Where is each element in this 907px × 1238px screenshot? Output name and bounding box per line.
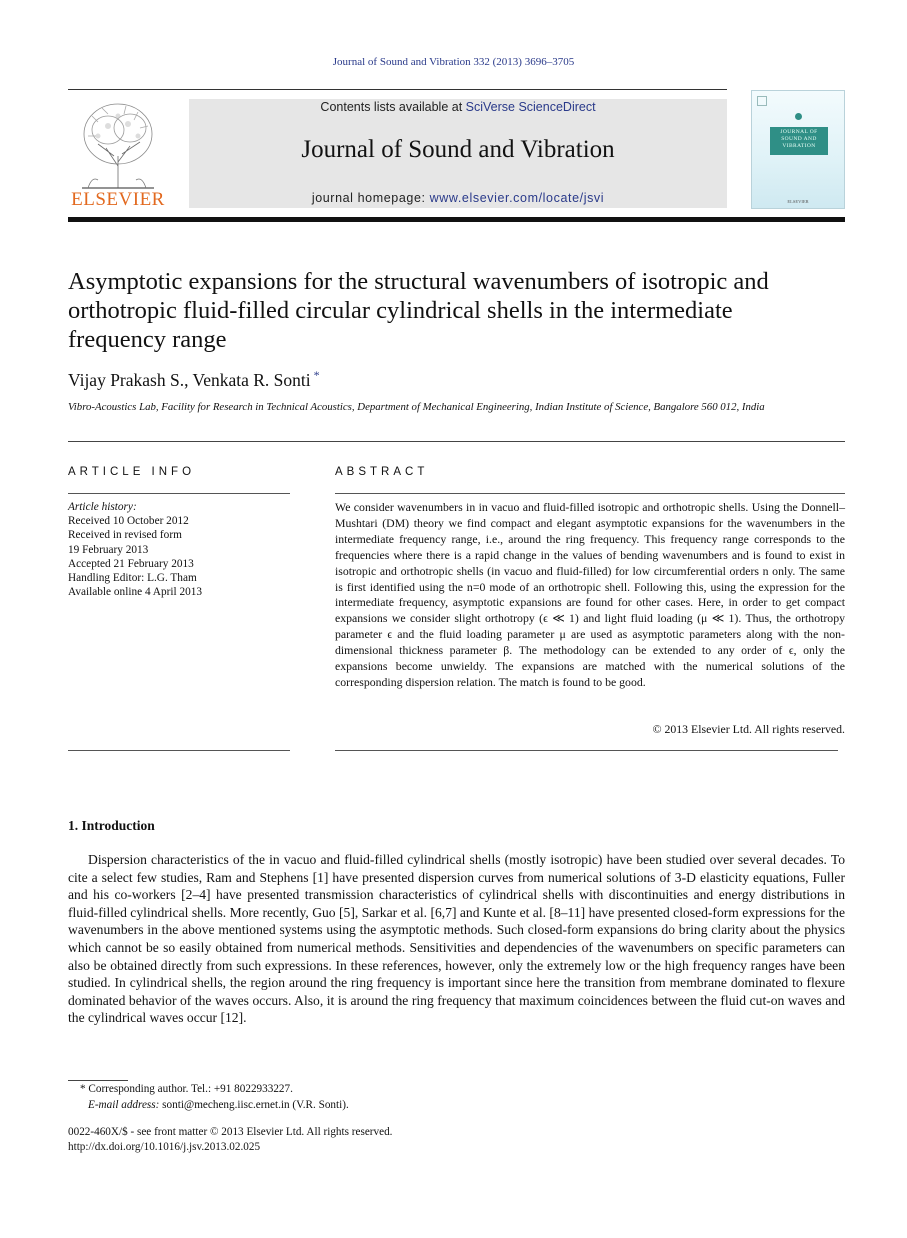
cover-corner-mark — [757, 96, 767, 106]
article-info-top-rule — [68, 493, 290, 494]
article-info-heading: ARTICLE INFO — [68, 466, 196, 478]
email-label: E-mail address: — [88, 1099, 163, 1111]
history-item: 19 February 2013 — [68, 543, 149, 556]
history-item: Received 10 October 2012 — [68, 515, 189, 528]
abstract-top-rule — [335, 493, 845, 494]
author-names: Vijay Prakash S., Venkata R. Sonti — [68, 369, 311, 390]
cover-emblem-icon — [795, 113, 802, 120]
elsevier-wordmark: ELSEVIER — [71, 189, 165, 210]
abstract-text: We consider wavenumbers in in vacuo and fluid-filled isotropic and orthotropic shells. Using the Donnell–Mushtari (DM) theory we find compact and elegant asymptotic expansions for the wavenumbers in the intermediate frequency range, i.e., around the ring frequency. This frequency range corresponds to the frequencies where there is a rapid change in the values of bending wavenumbers and is found to exist in isotropic and orthotropic shells (in vacuo and fluid-filled) for low circumferential orders n only. The same is first identified using the n=0 mode of an orthotropic shell. Following this, using the expression for the intermediate frequency, asymptotic expansions are found for other cases. Here, in order to get compact expansions we consider slight orthotropy (ϵ ≪ 1) and light fluid loading (μ ≪ 1). Thus, the orthotropy parameter ϵ and the fluid loading parameter μ are used as asymptotic parameters along with the non-dimensional thickness parameter β. The methodology can be extended to any order of ϵ, only the expansions become unwieldy. The expansions are matched with the numerical solutions of the corresponding dispersion relation. The match is found to be good. — [335, 500, 845, 689]
article-authors — [68, 368, 320, 391]
history-label: Article history: — [68, 501, 137, 513]
abstract-copyright: © 2013 Elsevier Ltd. All rights reserved. — [652, 722, 845, 736]
sciencedirect-link[interactable]: SciVerse ScienceDirect — [465, 100, 596, 114]
article-info-bottom-rule — [68, 750, 290, 751]
cover-publisher: ELSEVIER — [787, 199, 809, 204]
cover-title: JOURNAL OF SOUND AND VIBRATION — [770, 127, 828, 155]
introduction-heading: 1. Introduction — [68, 818, 155, 833]
journal-homepage-line — [189, 191, 727, 205]
affiliation-rule — [68, 441, 845, 442]
email-address[interactable]: sonti@mecheng.iisc.ernet.in (V.R. Sonti). — [162, 1099, 349, 1111]
homepage-link[interactable]: www.elsevier.com/locate/jsvi — [429, 191, 605, 205]
introduction-text: Dispersion characteristics of the in vacuo and fluid-filled cylindrical shells (mostly isotropic) have been studied over several decades. To cite a select few studies, Ram and Stephens [1] have presented dispersion curves from numerical solutions of 3-D elasticity equations, Fuller and his co-workers [2–4] have presented transmission characteristics of cylindrical shells with discontinuities and energy distributions in fluid-filled cylindrical shells. More recently, Guo [5], Sarkar et al. [6,7] and Kunte et al. [8–11] have presented closed-form expressions for the wavenumbers in the above mentioned systems using the asymptotic methods. Such closed-form expansions do bring clarity about the physics which cannot be so easily obtained from numerical methods. Sensitivities and dependencies of the wavenumbers on specific parameters can also be obtained directly from such expressions. In these references, however, only the extremely low or the high frequency ranges have been studied. In cylindrical shells, the region around the ring frequency is important since here the transition from membrane dominated to flexure dominated behavior of the waves occurs. Also, it is around the ring frequency that maximum coincidences between the fluid cut-on waves and the cylindrical waves occur [12]. — [68, 852, 845, 1026]
article-history — [68, 500, 290, 599]
journal-citation-link[interactable]: Journal of Sound and Vibration 332 (2013) 3696–3705 — [332, 56, 575, 68]
corresponding-author-link[interactable]: * — [313, 368, 320, 382]
abstract-bottom-rule — [335, 750, 838, 751]
contents-prefix: Contents lists available at — [320, 100, 466, 114]
footnote-rule — [68, 1080, 128, 1081]
homepage-prefix: journal homepage: — [311, 191, 430, 205]
journal-name: Journal of Sound and Vibration — [301, 136, 615, 163]
doi-link[interactable]: http://dx.doi.org/10.1016/j.jsv.2013.02.025 — [68, 1141, 261, 1153]
abstract-heading: ABSTRACT — [335, 466, 429, 478]
history-item: Accepted 21 February 2013 — [68, 557, 194, 570]
email-footnote — [88, 1099, 349, 1111]
contents-available-line — [189, 100, 727, 114]
header-thick-rule — [68, 217, 845, 222]
issn-line: 0022-460X/$ - see front matter © 2013 Elsevier Ltd. All rights reserved. — [68, 1126, 393, 1138]
author-affiliation: Vibro-Acoustics Lab, Facility for Research in Technical Acoustics, Department of Mechanical Engineering, Indian Institute of Science, Bangalore 560 012, India — [68, 401, 765, 413]
journal-cover-thumbnail[interactable] — [751, 90, 845, 209]
history-item: Received in revised form — [68, 529, 182, 542]
corresponding-author-footnote: * Corresponding author. Tel.: +91 8022933227. — [80, 1083, 293, 1095]
history-item: Available online 4 April 2013 — [68, 586, 203, 599]
header-top-rule — [68, 89, 727, 90]
elsevier-logo — [68, 96, 168, 209]
article-title: Asymptotic expansions for the structural wavenumbers of isotropic and orthotropic fluid-filled circular cylindrical shells in the intermediate frequency range — [68, 268, 769, 353]
history-item: Handling Editor: L.G. Tham — [68, 572, 197, 585]
